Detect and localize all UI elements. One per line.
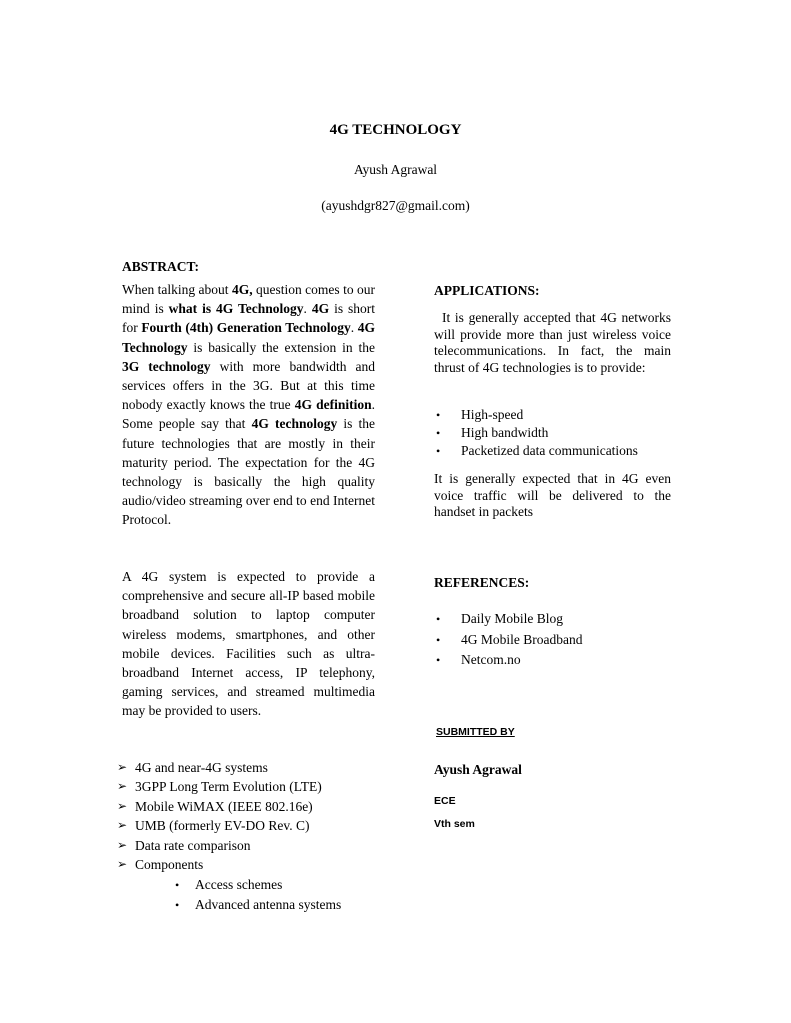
arrow-bullet-icon: ➢ [117, 856, 128, 871]
applications-outro: It is generally expected that in 4G even voice traffic will be delivered to the handset in packets [434, 471, 671, 519]
references-heading: REFERENCES: [434, 575, 530, 590]
bold-term: what is 4G Technology [168, 301, 304, 317]
text-run: question comes to our mind is [122, 282, 375, 317]
list-item: ➢ 3GPP Long Term Evolution (LTE) [117, 777, 387, 796]
abstract-paragraph-2: A 4G system is expected to provide a comprehensive and secure all-IP based mobile broadband solution to laptop computer wireless modems, smartphones, and other mobile devices. Facilities such as ultra-broadband Internet access, IP telephony, gaming services, and streamed multimedia may be provided to users. [122, 569, 375, 719]
bullet-icon: • [436, 408, 441, 422]
bullet-icon: • [175, 898, 180, 912]
text-run: . [350, 320, 358, 336]
list-item: ➢ Mobile WiMAX (IEEE 802.16e) [117, 797, 387, 816]
list-item: ➢ Components [117, 855, 387, 874]
list-item: • Access schemes [171, 875, 391, 895]
author-email: (ayushdgr827@gmail.com) [321, 198, 470, 213]
references-list [434, 609, 674, 671]
bold-term: 3G technology [122, 358, 211, 374]
bold-term: 4G, [231, 282, 253, 297]
list-item: • Advanced antenna systems [171, 895, 391, 915]
bullet-icon: • [436, 632, 441, 647]
reference-item: • Netcom.no [434, 650, 674, 671]
text-run: with more bandwidth and services offers in the 3G. But at this time nobody exactly knows the true [122, 358, 375, 413]
list-item: • Packetized data communications [436, 443, 638, 458]
author-name: Ayush Agrawal [353, 162, 438, 177]
submitter-department: ECE [434, 795, 456, 807]
list-item: • High bandwidth [436, 425, 549, 440]
bullet-icon: • [436, 612, 441, 626]
arrow-bullet-icon: ➢ [117, 779, 128, 794]
reference-item: • 4G Mobile Broadband [434, 630, 674, 651]
submitter-semester: Vth sem [434, 818, 475, 830]
text-run: is short for [122, 301, 376, 336]
components-sublist [171, 875, 391, 915]
text-run: is the future technologies that are mostly in their maturity period. The expectation for the 4G technology is basically the high quality audio/video streaming over end to end Internet Protocol. [122, 416, 376, 528]
text-run: . Some people say that [122, 397, 375, 432]
paper-title: 4G TECHNOLOGY [329, 122, 462, 138]
list-item: • High-speed [436, 407, 524, 422]
bold-term: 4G technology [251, 416, 338, 432]
arrow-bullet-icon: ➢ [117, 818, 128, 833]
applications-heading: APPLICATIONS: [434, 283, 540, 298]
list-item: ➢ 4G and near-4G systems [117, 758, 387, 777]
bullet-icon: • [436, 444, 441, 458]
submitter-name: Ayush Agrawal [434, 762, 522, 777]
arrow-bullet-icon: ➢ [117, 798, 128, 813]
reference-item: • Daily Mobile Blog [434, 609, 674, 630]
bold-term: 4G [311, 301, 330, 317]
bold-term: 4G definition [294, 397, 372, 413]
text-run: . [303, 301, 312, 317]
arrow-bullet-icon: ➢ [117, 760, 128, 774]
abstract-topic-list [117, 758, 387, 874]
list-item: ➢ UMB (formerly EV-DO Rev. C) [117, 816, 387, 835]
abstract-heading: ABSTRACT: [122, 259, 200, 274]
text-run: is basically the extension in the [187, 339, 375, 355]
list-item: ➢ Data rate comparison [117, 836, 387, 855]
bullet-icon: • [175, 878, 180, 892]
applications-intro: It is generally accepted that 4G networks will provide more than just wireless voice telecommunications. In fact, the main thrust of 4G technologies is to provide: [434, 310, 671, 375]
submitted-by-label: SUBMITTED BY [436, 726, 515, 738]
text-run: When talking about [122, 282, 232, 297]
abstract-paragraph-1 [122, 280, 375, 530]
arrow-bullet-icon: ➢ [117, 837, 128, 852]
bold-term: 4G Technology [122, 320, 375, 355]
bullet-icon: • [436, 653, 441, 667]
applications-list [434, 406, 674, 460]
bold-term: Fourth (4th) Generation Technology [141, 320, 351, 336]
bullet-icon: • [436, 426, 441, 440]
